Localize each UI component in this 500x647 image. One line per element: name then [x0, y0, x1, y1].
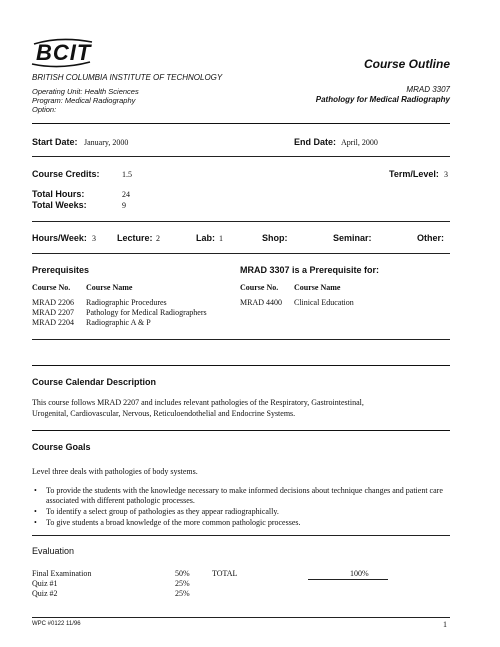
seminar-label: Seminar:: [333, 233, 372, 243]
prereq-row-course-no: MRAD 2207: [32, 308, 75, 317]
evaluation-row-label: Quiz #2: [32, 589, 58, 598]
prereq-col-course-name: Course Name: [86, 283, 133, 292]
prereq-row-course-no: MRAD 2206: [32, 298, 75, 307]
course-goals-intro: Level three deals with pathologies of body systems.: [32, 467, 198, 476]
evaluation-row-value: 50%: [175, 569, 190, 578]
evaluation-row-label: Quiz #1: [32, 579, 58, 588]
program: Program: Medical Radiography: [32, 96, 136, 105]
list-item: • To identify a select group of pathologies as they appear radiographically.: [32, 507, 452, 517]
page-number: 1: [443, 620, 447, 629]
course-code: MRAD 3307: [406, 85, 450, 94]
start-date-label: Start Date:: [32, 137, 78, 147]
divider: [32, 430, 450, 431]
end-date-value: April, 2000: [341, 138, 378, 147]
total-underline: [308, 579, 388, 580]
evaluation-total-value: 100%: [350, 569, 369, 578]
prereq-for-row-course-name: Clinical Education: [294, 298, 354, 307]
term-level-label: Term/Level:: [389, 169, 439, 179]
shop-label: Shop:: [262, 233, 288, 243]
start-date-value: January, 2000: [84, 138, 129, 147]
prereq-row-course-name: Pathology for Medical Radiographers: [86, 308, 207, 317]
document-title: Course Outline: [363, 57, 450, 71]
calendar-description-title: Course Calendar Description: [32, 377, 157, 387]
prereq-for-row-course-no: MRAD 4400: [240, 298, 283, 307]
divider: [32, 535, 450, 536]
prereq-row-course-name: Radiographic A & P: [86, 318, 151, 327]
divider: [32, 617, 450, 618]
prereq-row-course-name: Radiographic Procedures: [86, 298, 167, 307]
divider: [32, 156, 450, 157]
footer-form-code: WPC #0122 11/96: [32, 621, 81, 627]
lecture-label: Lecture:: [117, 233, 153, 243]
prerequisite-for-title: MRAD 3307 is a Prerequisite for:: [240, 265, 380, 275]
prereq-for-col-course-no: Course No.: [240, 283, 279, 292]
end-date-label: End Date:: [294, 137, 337, 147]
logo-text: BCIT: [36, 40, 92, 65]
course-goals-list: [32, 486, 452, 529]
evaluation-row-label: Final Examination: [32, 569, 92, 578]
total-hours-value: 24: [122, 190, 130, 199]
term-level-value: 3: [444, 170, 448, 179]
prereq-col-course-no: Course No.: [32, 283, 71, 292]
other-label: Other:: [417, 233, 444, 243]
course-credits-value: 1.5: [122, 170, 132, 179]
total-weeks-value: 9: [122, 201, 126, 210]
list-item: • To provide the students with the knowledge necessary to make informed decisions about technique changes and patient care associated with different pathologic processes.: [32, 486, 452, 506]
list-item: • To give students a broad knowledge of the more common pathologic processes.: [32, 518, 452, 528]
calendar-description-line: This course follows MRAD 2207 and includes relevant pathologies of the Respiratory, Gastrointestinal,: [32, 398, 364, 407]
divider: [32, 339, 450, 340]
prereq-for-col-course-name: Course Name: [294, 283, 341, 292]
institution-name: BRITISH COLUMBIA INSTITUTE OF TECHNOLOGY: [32, 73, 223, 82]
evaluation-total-label: TOTAL: [212, 569, 238, 578]
course-credits-label: Course Credits:: [32, 169, 100, 179]
divider: [32, 123, 450, 124]
operating-unit: Operating Unit: Health Sciences: [32, 87, 139, 96]
divider: [32, 221, 450, 222]
lecture-value: 2: [156, 234, 160, 243]
total-hours-label: Total Hours:: [32, 189, 85, 199]
lab-label: Lab:: [196, 233, 215, 243]
course-goals-title: Course Goals: [32, 442, 91, 452]
evaluation-row-value: 25%: [175, 589, 190, 598]
evaluation-row-value: 25%: [175, 579, 190, 588]
option: Option:: [32, 105, 57, 114]
calendar-description-line: Urogenital, Cardiovascular, Nervous, Reticuloendothelial and Endocrine Systems.: [32, 409, 296, 418]
hours-week-value: 3: [92, 234, 96, 243]
prereq-row-course-no: MRAD 2204: [32, 318, 75, 327]
evaluation-title: Evaluation: [32, 546, 75, 556]
course-title: Pathology for Medical Radiography: [315, 95, 450, 104]
divider: [32, 253, 450, 254]
divider: [32, 365, 450, 366]
bcit-logo: [30, 38, 96, 68]
lab-value: 1: [219, 234, 223, 243]
prerequisites-title: Prerequisites: [32, 265, 90, 275]
hours-week-label: Hours/Week:: [32, 233, 87, 243]
total-weeks-label: Total Weeks:: [32, 200, 87, 210]
